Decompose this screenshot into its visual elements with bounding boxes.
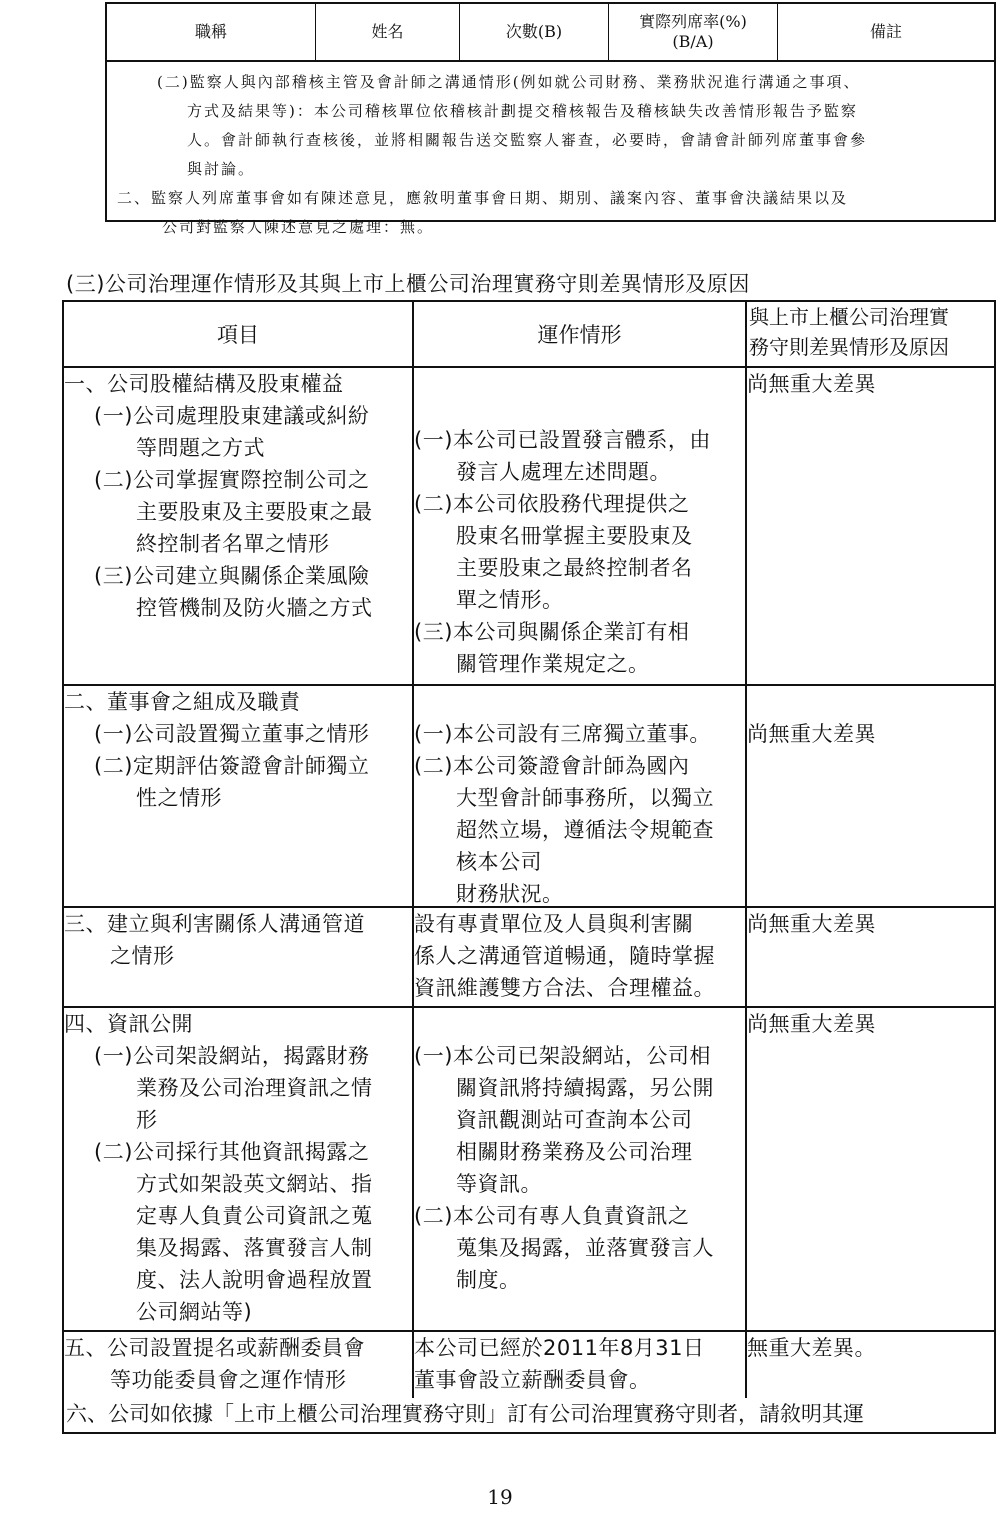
header-difference (747, 302, 994, 366)
table-row-last (64, 1398, 994, 1432)
operation-line: 資訊維護雙方合法、合理權益。 (414, 976, 715, 1000)
item-line: 形 (136, 1108, 158, 1132)
header-item: 項目 (64, 302, 414, 366)
operation-line: 設有專責單位及人員與利害關 (414, 912, 694, 936)
section-title: (三)公司治理運作情形及其與上市上櫃公司治理實務守則差異情形及原因 (66, 272, 750, 296)
supervisor-table-header (107, 4, 994, 62)
item-line: (二)公司掌握實際控制公司之 (94, 468, 370, 492)
item-cell (64, 686, 414, 906)
item-line: 等功能委員會之運作情形 (110, 1368, 347, 1392)
header-count: 次數(B) (460, 4, 609, 60)
table-row (64, 368, 994, 686)
item-line: 定專人負責公司資訊之蒐 (136, 1204, 373, 1228)
item-line: (一)公司處理股東建議或糾紛 (94, 404, 370, 428)
operation-line: (一)本公司已架設網站，公司相 (414, 1044, 711, 1068)
item-cell (64, 908, 414, 1006)
governance-table (62, 300, 996, 1434)
note-communication (117, 68, 988, 184)
operation-cell (414, 686, 747, 906)
operation-line: 超然立場，遵循法令規範查 (456, 818, 714, 842)
operation-line: 主要股東之最終控制者名 (456, 556, 693, 580)
item-cell (64, 1008, 414, 1330)
operation-cell (414, 368, 747, 684)
header-attendance-rate (609, 4, 778, 60)
difference-cell (747, 1008, 994, 1330)
operation-line: 相關財務業務及公司治理 (456, 1140, 693, 1164)
item-line: 度、法人說明會過程放置 (136, 1268, 373, 1292)
table-row (64, 686, 994, 908)
note-line: 與討論。 (187, 160, 256, 178)
header-attendance-rate-formula: (B/A) (672, 32, 714, 51)
operation-line: (三)本公司與關係企業訂有相 (414, 620, 690, 644)
difference-text: 尚無重大差異 (747, 912, 876, 936)
operation-line: (二)本公司有專人負責資訊之 (414, 1204, 690, 1228)
difference-cell (747, 908, 994, 1006)
operation-line: 單之情形。 (456, 588, 564, 612)
difference-text: 尚無重大差異 (747, 722, 876, 746)
item-line: 一、公司股權結構及股東權益 (64, 372, 344, 396)
item-line: 控管機制及防火牆之方式 (136, 596, 373, 620)
header-attendance-rate-label: 實際列席率(%) (639, 12, 747, 31)
difference-text: 無重大差異。 (747, 1336, 876, 1360)
difference-cell (747, 368, 994, 684)
operation-cell (414, 1332, 747, 1398)
operation-line: (一)本公司設有三席獨立董事。 (414, 722, 711, 746)
item-line: 公司網站等) (136, 1300, 253, 1324)
note-line: 方式及結果等)：本公司稽核單位依稽核計劃提交稽核報告及稽核缺失改善情形報告予監察 (187, 102, 858, 120)
header-title: 職稱 (107, 4, 316, 60)
item-line: 性之情形 (136, 786, 222, 810)
operation-line: 關管理作業規定之。 (456, 652, 650, 676)
page-number: 19 (487, 1485, 513, 1509)
operation-line: 大型會計師事務所，以獨立 (456, 786, 714, 810)
header-difference-line: 務守則差異情形及原因 (749, 335, 949, 359)
table-row (64, 1008, 994, 1332)
table-row (64, 1332, 994, 1398)
item-line: (三)公司建立與關係企業風險 (94, 564, 370, 588)
operation-line: (一)本公司已設置發言體系，由 (414, 428, 711, 452)
last-row-text: 六、公司如依據「上市上櫃公司治理實務守則」訂有公司治理實務守則者，請敘明其運 (66, 1402, 864, 1426)
difference-text: 尚無重大差異 (747, 1012, 876, 1036)
note-line: 二、監察人列席董事會如有陳述意見，應敘明董事會日期、期別、議案內容、董事會決議結果以及 (117, 189, 849, 207)
operation-line: (二)本公司簽證會計師為國內 (414, 754, 690, 778)
item-line: 終控制者名單之情形 (136, 532, 330, 556)
item-line: (一)公司架設網站，揭露財務 (94, 1044, 370, 1068)
item-cell (64, 368, 414, 684)
operation-line: 發言人處理左述問題。 (456, 460, 671, 484)
item-line: 主要股東及主要股東之最 (136, 500, 373, 524)
operation-line: 董事會設立薪酬委員會。 (414, 1368, 651, 1392)
note-line: (二)監察人與內部稽核主管及會計師之溝通情形(例如就公司財務、業務狀況進行溝通之事項、 (157, 73, 861, 91)
header-operation: 運作情形 (414, 302, 747, 366)
operation-cell (414, 1008, 747, 1330)
item-line: 等問題之方式 (136, 436, 265, 460)
difference-cell (747, 686, 994, 906)
operation-line: 制度。 (456, 1268, 521, 1292)
operation-line: 資訊觀測站可查詢本公司 (456, 1108, 693, 1132)
operation-line: 本公司已經於2011年8月31日 (414, 1336, 705, 1360)
operation-line: 核本公司 (456, 850, 542, 874)
item-line: (一)公司設置獨立董事之情形 (94, 722, 370, 746)
table-body (64, 368, 994, 1398)
note-line: 公司對監察人陳述意見之處理：無。 (162, 218, 435, 236)
item-line: 四、資訊公開 (64, 1012, 193, 1036)
header-name: 姓名 (316, 4, 460, 60)
operation-line: 係人之溝通管道暢通，隨時掌握 (414, 944, 715, 968)
table-header-row (64, 302, 994, 368)
item-line: 集及揭露、落實發言人制 (136, 1236, 373, 1260)
difference-cell (747, 1332, 994, 1398)
item-line: 三、建立與利害關係人溝通管道 (64, 912, 365, 936)
note-board-opinions (117, 184, 988, 242)
operation-line: (二)本公司依股務代理提供之 (414, 492, 690, 516)
item-line: 二、董事會之組成及職責 (64, 690, 301, 714)
item-line: 之情形 (110, 944, 175, 968)
table-row (64, 908, 994, 1008)
operation-line: 財務狀況。 (456, 882, 564, 906)
operation-cell (414, 908, 747, 1006)
operation-line: 等資訊。 (456, 1172, 542, 1196)
operation-line: 股東名冊掌握主要股東及 (456, 524, 693, 548)
item-line: 五、公司設置提名或薪酬委員會 (64, 1336, 365, 1360)
difference-text: 尚無重大差異 (747, 372, 876, 396)
note-line: 人。會計師執行查核後，並將相關報告送交監察人審查，必要時，會請會計師列席董事會參 (187, 131, 868, 149)
item-line: 業務及公司治理資訊之情 (136, 1076, 373, 1100)
supervisor-notes (107, 62, 994, 242)
operation-line: 關資訊將持續揭露，另公開 (456, 1076, 714, 1100)
item-line: 方式如架設英文網站、指 (136, 1172, 373, 1196)
operation-line: 蒐集及揭露，並落實發言人 (456, 1236, 714, 1260)
header-difference-line: 與上市上櫃公司治理實 (749, 305, 949, 329)
supervisor-attendance-table (105, 2, 996, 236)
item-line: (二)公司採行其他資訊揭露之 (94, 1140, 370, 1164)
item-line: (二)定期評估簽證會計師獨立 (94, 754, 370, 778)
header-remarks: 備註 (869, 22, 902, 41)
item-cell (64, 1332, 414, 1398)
